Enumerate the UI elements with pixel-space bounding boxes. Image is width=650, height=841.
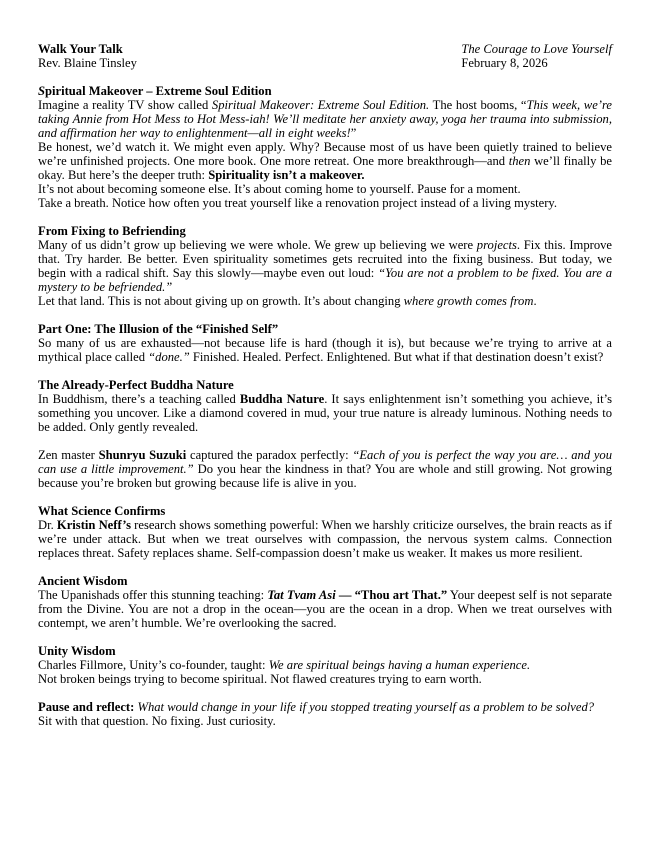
- text-run: Kristin Neff’s: [56, 518, 131, 532]
- text-run: “You are not a problem to be fixed. You are a mystery to be befriended.”: [38, 266, 613, 294]
- text-run: Ancient Wisdom: [38, 574, 128, 588]
- text-run: Imagine a reality TV show called: [38, 98, 212, 112]
- text-run: Finished. Healed. Perfect. Enlightened. But what if that destination doesn’t exist?: [189, 350, 604, 364]
- text-run: captured the paradox perfectly:: [186, 448, 353, 462]
- paragraph: [38, 518, 612, 560]
- text-run: Spiritual Makeover: Extreme Soul Edition.: [211, 98, 430, 112]
- text-run: then: [508, 154, 531, 168]
- text-run: where growth comes from: [403, 294, 534, 308]
- text-run: Sit with that question. No fixing. Just curiosity.: [38, 714, 276, 728]
- header-left-column: [38, 42, 137, 70]
- paragraph: [38, 182, 612, 196]
- text-run: We are spiritual beings having a human experience.: [268, 658, 531, 672]
- text-run: So many of us are exhausted—not because life is hard (though it is), but because we’re trying to arrive at a mythical place called: [38, 336, 612, 364]
- text-run: ”: [350, 126, 357, 140]
- text-run: . It says enlightenment isn’t something you achieve, it’s something you uncover. Like a diamond covered in mud, your true nature is already luminous. Nothing needs to be added. Only gently revealed.: [38, 392, 612, 434]
- text-run: In Buddhism, there’s a teaching called: [38, 392, 240, 406]
- text-run: What Science Confirms: [38, 504, 166, 518]
- text-run: piritual Makeover – Extreme Soul Edition: [45, 84, 272, 98]
- section-heading: [38, 378, 612, 392]
- paragraph: [38, 392, 612, 434]
- text-run: Spirituality isn’t a makeover.: [208, 168, 365, 182]
- text-run: Zen master: [38, 448, 99, 462]
- text-run: The Already-Perfect Buddha Nature: [38, 378, 234, 392]
- document-body: [38, 84, 612, 728]
- section-heading: [38, 644, 612, 658]
- section-heading: [38, 224, 612, 238]
- text-run: “done.”: [148, 350, 190, 364]
- paragraph: [38, 238, 612, 294]
- paragraph: [38, 714, 612, 728]
- paragraph: [38, 658, 612, 672]
- doc-date: February 8, 2026: [461, 56, 548, 70]
- text-run: Do you hear the kindness in that? You are whole and still growing. Not growing because you’re broken but growing because life is alive in you.: [38, 462, 612, 490]
- text-run: This week, we’re taking Annie from Hot Mess to Hot Mess-iah! We’ll meditate her anxiety away, yoga her trauma into submission, and affirmation her way to enlightenment—all in eight weeks!: [38, 98, 613, 140]
- text-run: Tat Tvam Asi: [267, 588, 336, 602]
- paragraph: [38, 196, 612, 210]
- text-run: “Each of you is perfect the way you are… and you can use a little improvement.”: [38, 448, 612, 476]
- paragraph: [38, 336, 612, 364]
- text-run: Part One: The Illusion of the “Finished Self”: [38, 322, 279, 336]
- text-run: The Upanishads offer this stunning teaching:: [38, 588, 268, 602]
- text-run: we’ll finally be okay. But here’s the deeper truth:: [38, 154, 612, 182]
- text-run: Unity Wisdom: [38, 644, 116, 658]
- text-run: research shows something powerful: When we harshly criticize ourselves, the brain reacts as if we’re under attack. But when we treat ourselves with compassion, the nervous system calms. Connection replaces threat. Safety replaces shame. Self-compassion doesn’t make us weaker. It makes us more resilient.: [38, 518, 612, 560]
- text-run: Dr.: [38, 518, 57, 532]
- doc-subtitle: The Courage to Love Yourself: [461, 42, 612, 56]
- text-run: S: [38, 84, 46, 98]
- text-run: Pause and reflect:: [38, 700, 135, 714]
- section-heading: [38, 504, 612, 518]
- section-heading: [38, 84, 612, 98]
- paragraph: [38, 448, 612, 490]
- paragraph: [38, 700, 612, 714]
- paragraph: [38, 294, 612, 308]
- text-run: — “Thou art That.”: [335, 588, 448, 602]
- text-run: .: [533, 294, 537, 308]
- text-run: What would change in your life if you stopped treating yourself as a problem to be solved?: [137, 700, 595, 714]
- text-run: Charles Fillmore, Unity’s co-founder, taught:: [38, 658, 269, 672]
- text-run: From Fixing to Befriending: [38, 224, 186, 238]
- text-run: Be honest, we’d watch it. We might even apply. Why? Because most of us have been quietly trained to believe we’re unfinished projects. One more book. One more retreat. One more breakthrough—and: [38, 140, 612, 168]
- paragraph: [38, 140, 612, 182]
- text-run: . Fix this. Improve that. Try harder. Be better. Even spirituality sometimes gets recruited into the fixing business. But today, we begin with a radical shift. Say this slowly—maybe even out loud:: [38, 238, 613, 280]
- text-run: Not broken beings trying to become spiritual. Not flawed creatures trying to earn worth.: [38, 672, 482, 686]
- paragraph: [38, 588, 612, 630]
- header-right-column: [461, 42, 612, 70]
- section-heading: [38, 322, 612, 336]
- text-run: Shunryu Suzuki: [98, 448, 187, 462]
- doc-author: Rev. Blaine Tinsley: [38, 56, 137, 70]
- text-run: Take a breath. Notice how often you treat yourself like a renovation project instead of a living mystery.: [38, 196, 558, 210]
- section-heading: [38, 574, 612, 588]
- text-run: projects: [476, 238, 517, 252]
- text-run: Your deepest self is not separate from the Divine. You are not a drop in the ocean—you are the ocean in a drop. When we treat ourselves with contempt, we aren’t humble. We’re overlooking the sacred.: [38, 588, 612, 630]
- paragraph: [38, 672, 612, 686]
- text-run: Many of us didn’t grow up believing we were whole. We grew up believing we were: [38, 238, 477, 252]
- paragraph: [38, 98, 612, 140]
- text-run: It’s not about becoming someone else. It’s about coming home to yourself. Pause for a moment.: [38, 182, 521, 196]
- document-header: [38, 42, 612, 70]
- doc-title: Walk Your Talk: [38, 42, 123, 56]
- text-run: Let that land. This is not about giving up on growth. It’s about changing: [38, 294, 404, 308]
- text-run: The host booms, “: [429, 98, 527, 112]
- text-run: Buddha Nature: [239, 392, 325, 406]
